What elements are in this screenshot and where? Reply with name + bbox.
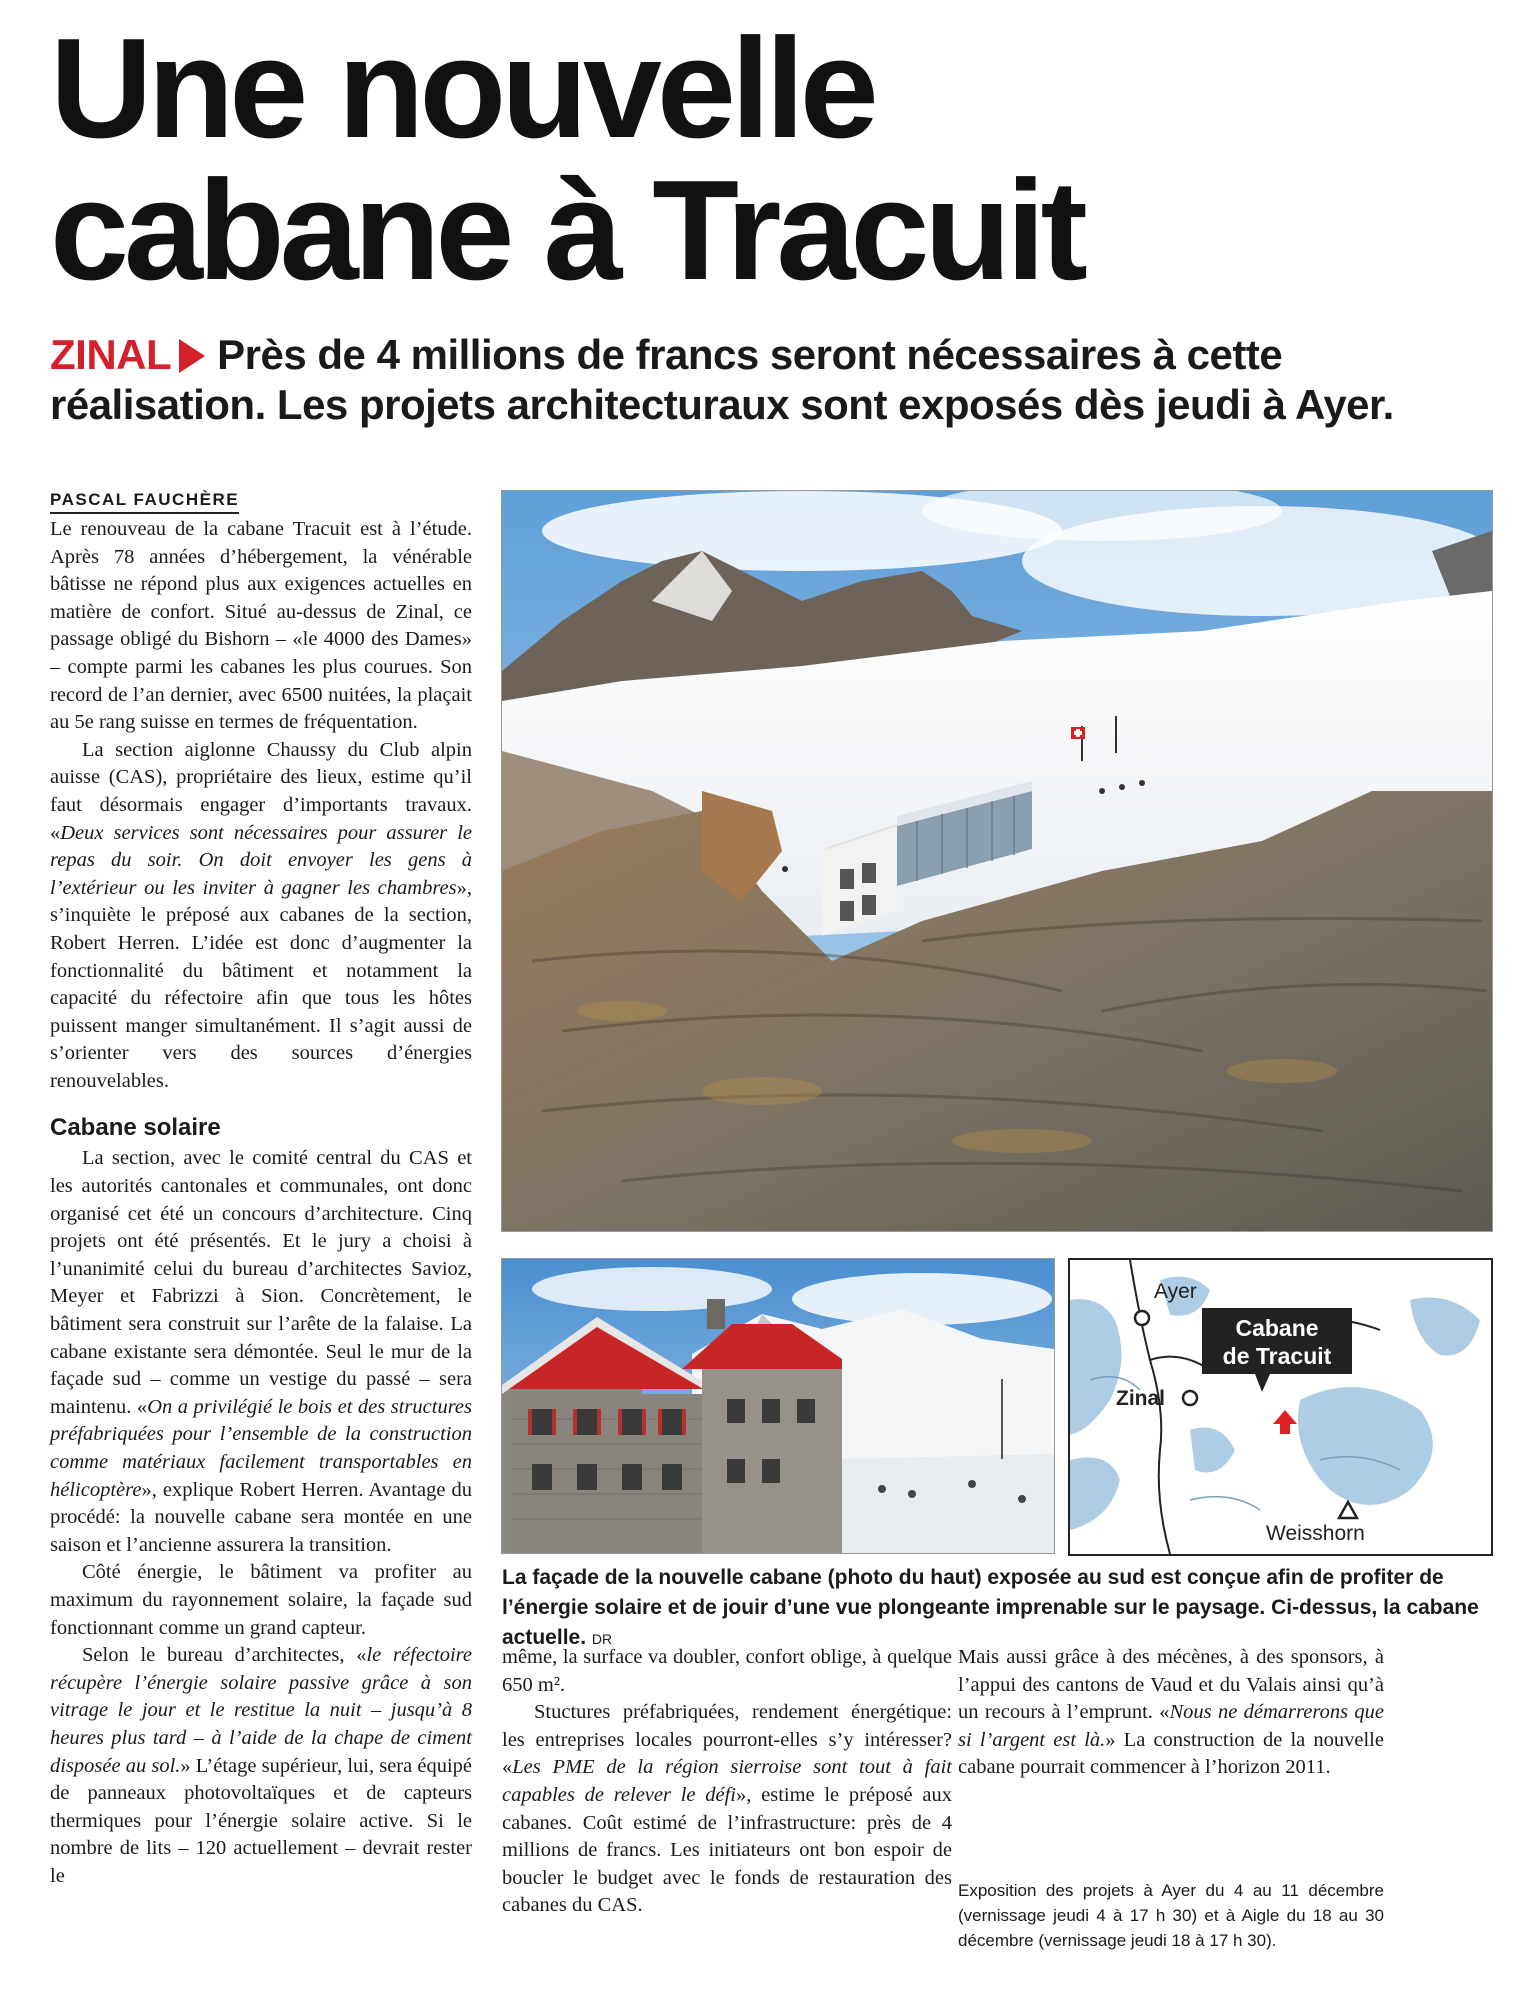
byline: PASCAL FAUCHÈRE (50, 490, 239, 514)
quote: Les PME de la région sierroise sont tout à fait capables de relever le défi (502, 1756, 952, 1806)
photo-new-cabane (501, 490, 1493, 1232)
article-column-3 (958, 1644, 1384, 1782)
quote: le réfectoire récupère l’énergie solaire passive grâce à son vitrage le jour et le restitue la nuit – jusqu’à 8 heures plus tard – à l’aide de la chape de ciment disposée au sol. (50, 1644, 472, 1777)
hut-photo-illustration (502, 1259, 1054, 1553)
paragraph-text: », estime le préposé aux cabanes. Coût estimé de l’infrastructure: près de 4 millions de francs. Les initiateurs ont bon espoir de boucler le budget avec le fonds de restauration des cabanes du CAS. (502, 1783, 952, 1917)
paragraph-text: Côté énergie, le bâtiment va profiter au maximum du rayonnement solaire, la façade sud fonctionnant comme un grand capteur. (50, 1561, 472, 1639)
paragraph-text: Le renouveau de la cabane Tracuit est à l’étude. Après 78 années d’hébergement, la vénérable bâtisse ne répond plus aux exigences actuelles en matière de confort. Situé au-dessus de Zinal, ce passage obligé du Bishorn – «le 4000 des Dames» – compte parmi les cabanes les plus courues. Son record de l’an dernier, avec 6500 nuitées, la plaçait au 5e rang suisse en termes de fréquentation. (50, 518, 472, 734)
paragraph (502, 1699, 952, 1920)
quote: On a privilégié le bois et des structures préfabriquées pour l’ensemble de la construction comme matériaux facilement transportables en hélicoptère (50, 1395, 472, 1501)
deck-kicker: ZINAL (50, 331, 172, 378)
paragraph-text: La section, avec le comité central du CAS et les autorités cantonales et communales, ont donc organisé cet été un concours d’architecture. Cinq projets ont été présentés. Et le jury a choisi à l’unanimité celui du bureau d’architectes Savioz, Meyer et Fabrizzi à Sion. Concrètement, le bâtiment sera construit sur l’arête de la falaise. La cabane existante sera démontée. Seul le mur de la façade sud – comme un vestige du passé – sera maintenu. « (50, 1147, 472, 1418)
map-marker-zinal (1183, 1391, 1197, 1405)
paragraph (50, 1559, 472, 1642)
deck-text: Près de 4 millions de francs seront nécessaires à cette réalisation. Les projets architecturaux sont exposés dès jeudi à Ayer. (50, 331, 1394, 428)
paragraph-text: » L’étage supérieur, lui, sera équipé de panneaux photovoltaïques et de capteurs thermiques pour l’énergie solaire active. Si le nombre de lits – 120 actuellement – devrait rester le (50, 1754, 472, 1887)
paragraph (502, 1644, 952, 1699)
map-title-line-2: de Tracuit (1222, 1343, 1332, 1369)
paragraph (50, 1145, 472, 1559)
headline (50, 9, 1490, 310)
quote: Nous ne démarrerons que si l’argent est là. (958, 1701, 1384, 1751)
subheading: Cabane solaire (50, 1114, 221, 1142)
headline-line-2: cabane à Tracuit (50, 151, 1083, 310)
article-column-2 (502, 1644, 952, 1920)
article-column-1 (50, 516, 472, 1891)
paragraph (50, 737, 472, 1096)
mountain-photo-illustration (502, 491, 1492, 1231)
headline-line-1: Une nouvelle (50, 9, 874, 168)
map-illustration (1070, 1260, 1491, 1554)
paragraph-text: » La construction de la nouvelle cabane pourrait commencer à l’horizon 2011. (958, 1728, 1384, 1779)
paragraph (50, 516, 472, 737)
caption-text: La façade de la nouvelle cabane (photo du haut) exposée au sud est conçue afin de profiter de l’énergie solaire et de jouir d’une vue plongeante imprenable sur le paysage. Ci-dessus, la cabane actuelle. (502, 1566, 1479, 1649)
location-map (1068, 1258, 1493, 1556)
map-marker-ayer (1135, 1311, 1149, 1325)
paragraph-text: Selon le bureau d’architectes, « (82, 1644, 367, 1667)
deck (50, 330, 1500, 430)
paragraph-text: Mais aussi grâce à des mécènes, à des sponsors, à l’appui des cantons de Vaud et du Valais ainsi qu’à un recours à l’emprunt. « (958, 1646, 1384, 1724)
paragraph-text: », explique Robert Herren. Avantage du procédé: la nouvelle cabane sera montée en une saison et l’ancienne assurera la transition. (50, 1478, 472, 1556)
triangle-arrow-icon (179, 339, 205, 373)
map-title-line-1: Cabane (1235, 1315, 1319, 1341)
paragraph-text: même, la surface va doubler, confort oblige, à quelque 650 m². (502, 1646, 952, 1696)
map-label-ayer: Ayer (1154, 1280, 1197, 1303)
photo-current-cabane (501, 1258, 1055, 1554)
map-label-zinal: Zinal (1116, 1387, 1166, 1410)
paragraph (958, 1644, 1384, 1782)
paragraph-text: », s’inquiète le préposé aux cabanes de la section, Robert Herren. L’idée est donc d’augmenter la fonctionnalité du bâtiment et notamment la capacité du réfectoire afin que tous les hôtes puissent manger simultanément. Il s’agit aussi de s’orienter vers des sources d’énergies renouvelables. (50, 876, 472, 1092)
photo-credit: DR (591, 1631, 613, 1647)
quote: Deux services sont nécessaires pour assurer le repas du soir. On doit envoyer les gens à l’extérieur ou les inviter à gagner les chambres (50, 821, 472, 899)
paragraph-text: La section aiglonne Chaussy du Club alpin auisse (CAS), propriétaire des lieux, estime qu’il faut désormais engager d’importants travaux. « (50, 738, 472, 844)
paragraph-text: Stuctures préfabriquées, rendement énergétique: les entreprises locales pourront-elles s’y intéresser? « (502, 1701, 952, 1779)
paragraph (50, 1642, 472, 1890)
map-label-weisshorn: Weisshorn (1266, 1522, 1365, 1545)
photo-caption (502, 1563, 1492, 1654)
exhibition-info: Exposition des projets à Ayer du 4 au 11 décembre (vernissage jeudi 4 à 17 h 30) et à Aigle du 18 au 30 décembre (vernissage jeudi 18 à 17 h 30). (958, 1881, 1384, 1950)
